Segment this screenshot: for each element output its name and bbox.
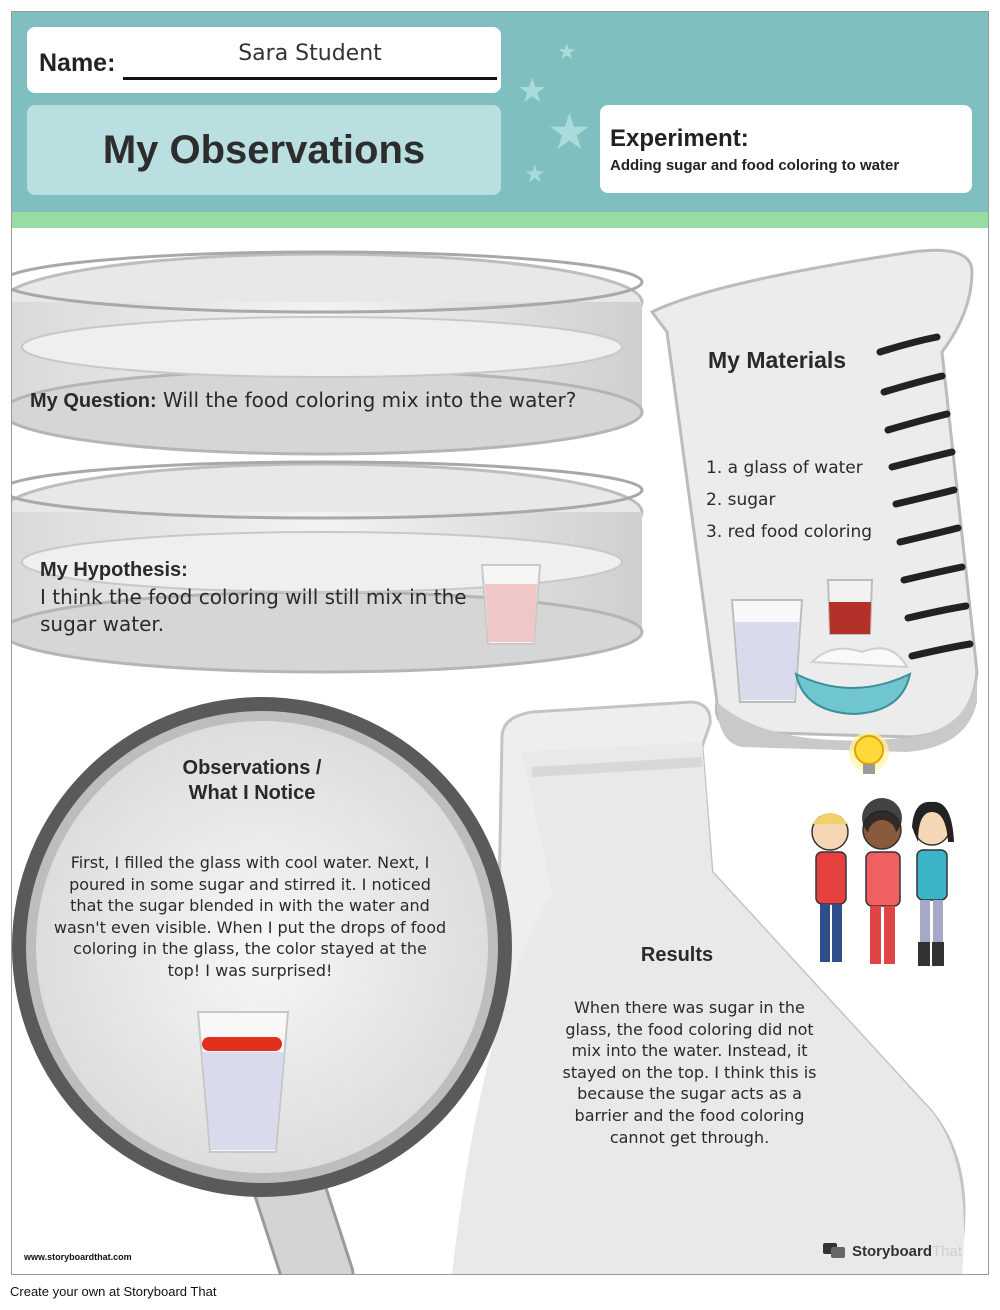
question-label: My Question: — [30, 390, 157, 412]
materials-item: 1. a glass of water — [706, 458, 863, 478]
logo-main-text: Storyboard — [852, 1242, 933, 1260]
question-text-block — [30, 388, 576, 413]
speech-bubble-icon — [822, 1242, 846, 1260]
observations-title-line-2: What I Notice — [188, 782, 316, 804]
page-title: My Observations — [102, 127, 426, 172]
results-line: stayed on the top. I think this is — [562, 1062, 817, 1082]
star-icon: ★ — [524, 160, 546, 188]
storyboardthat-logo[interactable] — [822, 1242, 962, 1260]
observations-line: that the sugar blended in with the water and — [70, 896, 430, 916]
experiment-box — [600, 105, 972, 193]
star-icon: ★ — [557, 40, 577, 65]
worksheet-page — [11, 11, 989, 1275]
results-line: because the sugar acts as a — [577, 1084, 802, 1104]
observations-body — [40, 852, 460, 982]
name-underline — [123, 77, 497, 80]
observations-title-line-1: Observations / — [182, 757, 322, 779]
observations-line: top! I was surprised! — [167, 960, 333, 980]
name-value[interactable]: Sara Student — [238, 41, 382, 66]
results-line: cannot get through. — [609, 1127, 770, 1147]
hypothesis-line-2: sugar water. — [40, 612, 165, 636]
results-line: barrier and the food coloring — [574, 1105, 805, 1125]
hypothesis-line-1: I think the food coloring will still mix in the — [40, 585, 467, 609]
flask-results — [452, 702, 964, 1274]
website-url[interactable]: www.storyboardthat.com — [24, 1252, 132, 1262]
observations-line: coloring in the glass, the color stayed at the — [73, 939, 427, 959]
observations-line: poured in some sugar and stirred it. I noticed — [69, 874, 431, 894]
petri-dish-question — [12, 252, 642, 454]
title-box — [27, 105, 501, 195]
experiment-label: Experiment: — [610, 125, 749, 152]
observations-line: wasn't even visible. When I put the drops of food — [53, 917, 447, 937]
materials-item: 2. sugar — [706, 490, 776, 510]
footer-credit[interactable]: Create your own at Storyboard That — [10, 1284, 217, 1299]
results-line: When there was sugar in the — [574, 998, 805, 1017]
hypothesis-label: My Hypothesis: — [40, 559, 188, 581]
star-icon: ★ — [517, 71, 548, 111]
header-banner — [12, 12, 988, 212]
header-stripe — [12, 212, 988, 228]
star-icon: ★ — [547, 103, 592, 161]
materials-list — [706, 452, 872, 548]
logo-that-text: That — [932, 1242, 963, 1260]
name-field-box — [27, 27, 501, 93]
name-label: Name: — [39, 49, 116, 77]
question-text: Will the food coloring mix into the water? — [163, 388, 577, 412]
results-line: mix into the water. Instead, it — [571, 1041, 808, 1061]
observations-line: First, I filled the glass with cool water. Next, I — [70, 853, 430, 872]
materials-item: 3. red food coloring — [706, 522, 873, 542]
results-body — [542, 997, 837, 1148]
results-title: Results — [640, 944, 714, 966]
hypothesis-text-block — [40, 557, 467, 638]
experiment-description: Adding sugar and food coloring to water — [610, 157, 900, 174]
observations-title — [152, 756, 352, 806]
results-line: glass, the food coloring did not — [565, 1019, 814, 1039]
lightbulb-icon — [849, 732, 889, 774]
materials-title: My Materials — [708, 347, 847, 373]
students-illustration — [812, 798, 954, 966]
